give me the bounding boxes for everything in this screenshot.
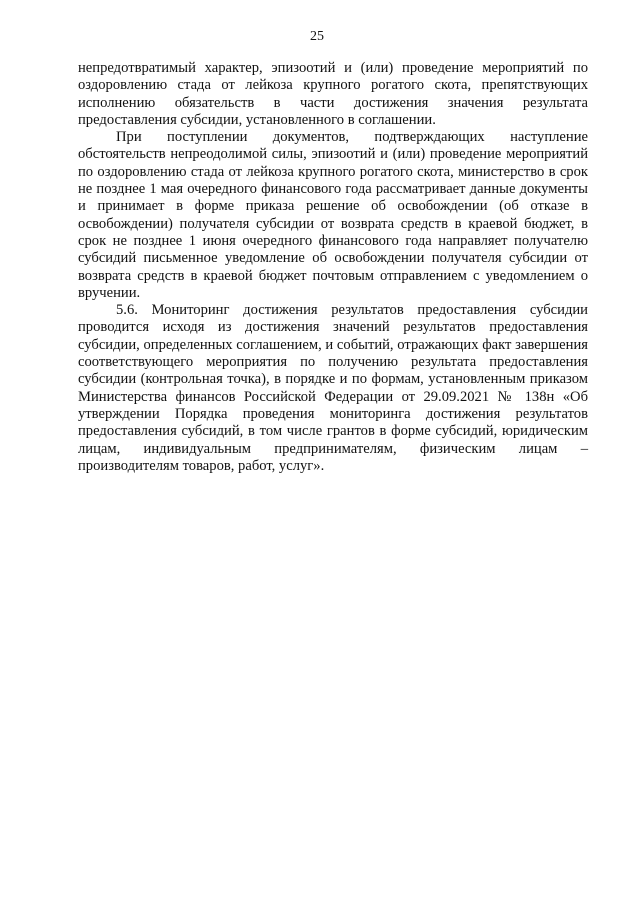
paragraph-continuation: непредотвратимый характер, эпизоотий и (или) проведение мероприятий по оздоровлению стада от лейкоза крупного рогатого скота, препятствующих исполнению обязательств в части достижения значения результата предоставления субсидии, установленного в соглашении. [78,60,588,128]
paragraph-force-majeure: При поступлении документов, подтверждающих наступление обстоятельств непреодолимой силы, эпизоотий и (или) проведение мероприятий по оздоровлению стада от лейкоза крупного рогатого скота, министерство в срок не позднее 1 мая очередного финансового года рассматривает данные документы и принимает в форме приказа решение об освобождении (об отказе в освобождении) получателя субсидии от возврата средств в краевой бюджет, в срок не позднее 1 июня очередного финансового года направляет получателю субсидий письменное уведомление об освобождении получателя субсидии от возврата средств в краевой бюджет почтовым отправлением с уведомлением о вручении. [78,129,588,301]
paragraph-monitoring: 5.6. Мониторинг достижения результатов предоставления субсидии проводится исходя из достижения значений результатов предоставления субсидии, определенных соглашением, и событий, отражающих факт завершения соответствующего мероприятия по получению результата предоставления субсидии (контрольная точка), в порядке и по формам, установленным приказом Министерства финансов Российской Федерации от 29.09.2021 № 138н «Об утверждении Порядка проведения мониторинга достижения результатов предоставления субсидий, в том числе грантов в форме субсидий, юридическим лицам, индивидуальным предпринимателям, физическим лицам – производителям товаров, работ, услуг». [78,302,588,474]
document-body [78,60,588,475]
page-number: 25 [310,29,324,44]
